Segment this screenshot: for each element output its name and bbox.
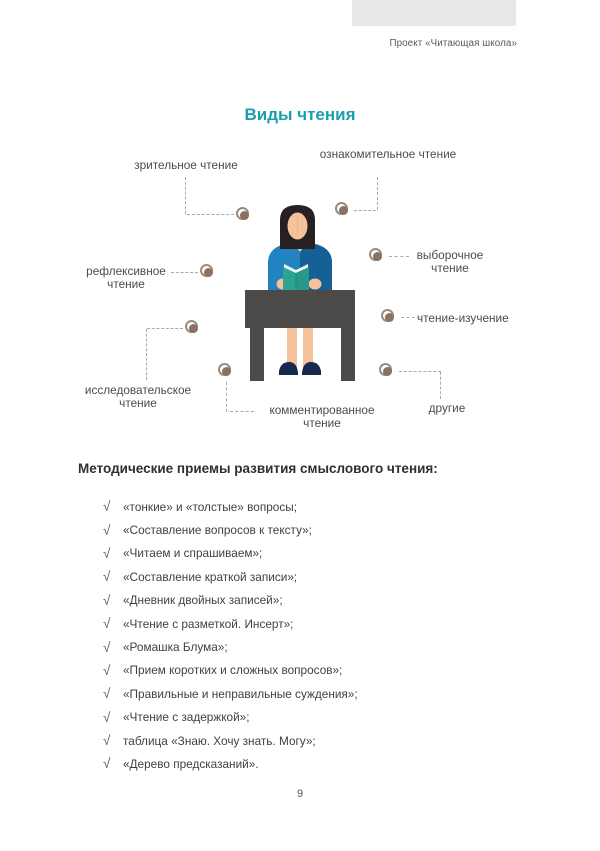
list-item-text: «Составление вопросов к тексту»; — [123, 523, 312, 538]
label-other-reading: другие — [428, 401, 466, 415]
list-item-text: «Ромашка Блума»; — [123, 640, 228, 655]
list-item — [103, 659, 523, 682]
list-item — [103, 612, 523, 635]
methods-list — [103, 495, 523, 776]
list-item-text: «Читаем и спрашиваем»; — [123, 546, 263, 561]
list-item — [103, 589, 523, 612]
checkmark-icon: √ — [103, 733, 111, 749]
list-item-text: «Прием коротких и сложных вопросов»; — [123, 663, 343, 678]
connector-other-v — [440, 372, 441, 399]
label-introductory-reading: ознакомительное чтение — [319, 147, 457, 161]
connector-research-v — [146, 329, 147, 380]
bullet-marker-reflexive — [200, 264, 213, 277]
checkmark-icon: √ — [103, 756, 111, 772]
header-gray-bar — [352, 0, 516, 26]
checkmark-icon: √ — [103, 545, 111, 561]
label-selective-reading: выборочное чтение — [416, 248, 484, 275]
reader-illustration — [238, 203, 362, 388]
connector-visual-v — [185, 177, 186, 214]
list-item — [103, 729, 523, 752]
bullet-marker-study — [381, 309, 394, 322]
list-item — [103, 565, 523, 588]
list-item-text: «Чтение с разметкой. Инсерт»; — [123, 616, 294, 631]
list-item-text: «Составление краткой записи»; — [123, 569, 298, 584]
page-number: 9 — [296, 788, 304, 800]
checkmark-icon: √ — [103, 569, 111, 585]
list-item — [103, 495, 523, 518]
checkmark-icon: √ — [103, 616, 111, 632]
checkmark-icon: √ — [103, 662, 111, 678]
list-item — [103, 752, 523, 775]
label-reflexive-reading: рефлексивное чтение — [86, 264, 166, 291]
label-study-reading: чтение-изучение — [417, 311, 509, 325]
label-commented-reading: комментированное чтение — [269, 403, 375, 430]
connector-selective-h — [389, 256, 409, 257]
connector-research-h — [147, 328, 183, 329]
woman-reading-at-desk-graphic — [238, 203, 362, 383]
connector-study-h — [401, 317, 420, 318]
list-item-text: «тонкие» и «толстые» вопросы; — [123, 499, 297, 514]
page-title: Виды чтения — [244, 105, 356, 124]
project-name: Проект «Читающая школа» — [389, 38, 517, 49]
label-visual-reading: зрительное чтение — [134, 158, 238, 172]
label-research-reading: исследовательское чтение — [84, 383, 192, 410]
list-item — [103, 682, 523, 705]
bullet-marker-other — [379, 363, 392, 376]
list-item — [103, 706, 523, 729]
checkmark-icon: √ — [103, 592, 111, 608]
connector-introductory-v — [377, 177, 378, 210]
checkmark-icon: √ — [103, 639, 111, 655]
checkmark-icon: √ — [103, 522, 111, 538]
list-item — [103, 542, 523, 565]
bullet-marker-commented — [218, 363, 231, 376]
connector-reflexive-h — [171, 272, 198, 273]
connector-visual-h — [187, 214, 234, 215]
list-item-text: «Дневник двойных записей»; — [123, 593, 283, 608]
bullet-marker-selective — [369, 248, 382, 261]
list-item — [103, 518, 523, 541]
methods-heading: Методические приемы развития смыслового чтения: — [78, 461, 438, 476]
list-item-text: «Дерево предсказаний». — [123, 756, 259, 771]
list-item-text: таблица «Знаю. Хочу знать. Могу»; — [123, 733, 316, 748]
checkmark-icon: √ — [103, 686, 111, 702]
list-item-text: «Правильные и неправильные суждения»; — [123, 686, 358, 701]
list-item — [103, 635, 523, 658]
checkmark-icon: √ — [103, 709, 111, 725]
checkmark-icon: √ — [103, 499, 111, 515]
connector-commented-h — [230, 411, 254, 412]
bullet-marker-research — [185, 320, 198, 333]
list-item-text: «Чтение с задержкой»; — [123, 710, 250, 725]
connector-other-h — [399, 371, 441, 372]
connector-commented-v — [226, 382, 227, 412]
